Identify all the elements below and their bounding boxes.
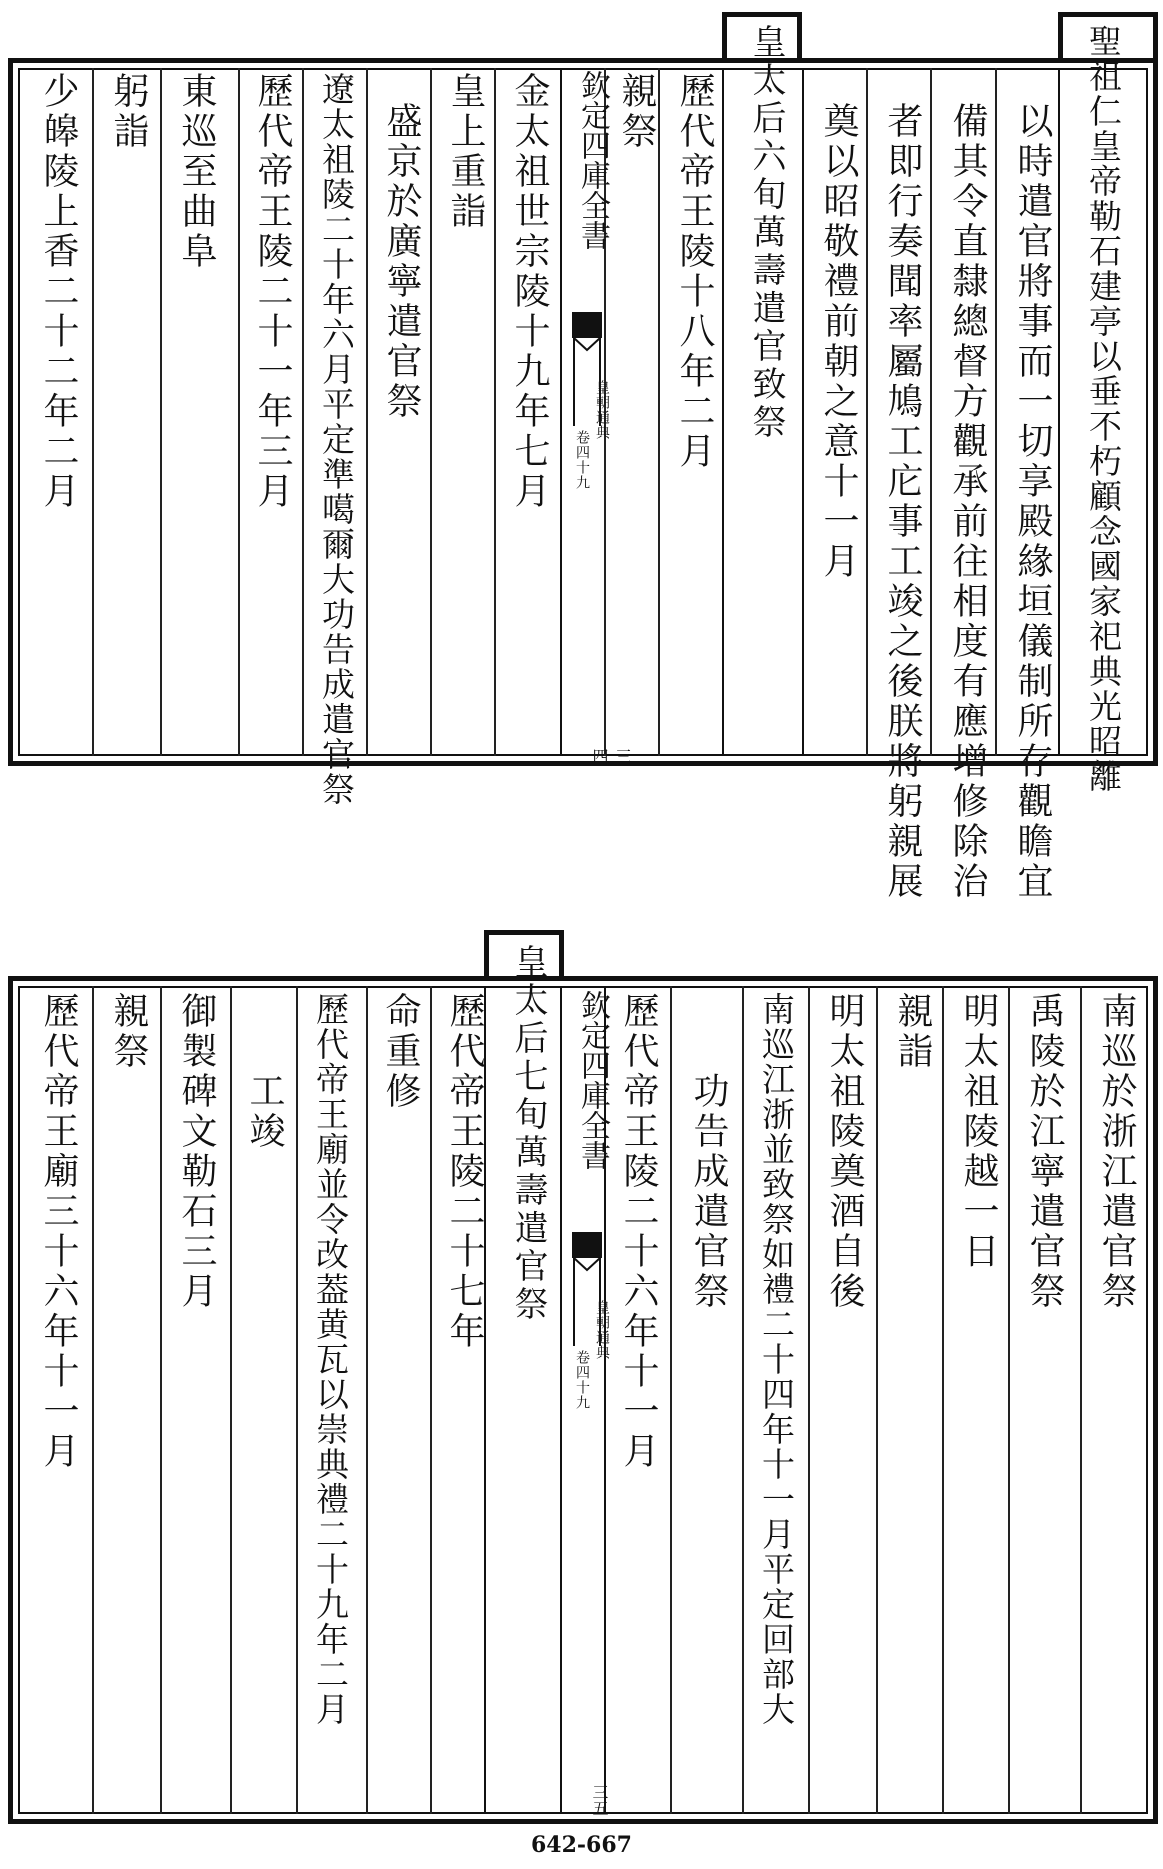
top-tab-right-text: 聖祖仁皇帝勒石建亭以垂不朽顧念國家祀典光昭離	[1084, 24, 1123, 794]
bottom-divider	[1080, 986, 1082, 1814]
bottom-divider	[808, 986, 810, 1814]
top-col-4: 奠以昭敬禮前朝之意十一月	[818, 102, 859, 582]
bottom-col-12: 工竣	[244, 1072, 285, 1152]
top-col-13: 躬詣	[108, 72, 149, 152]
bottom-col-14: 親祭	[108, 992, 149, 1072]
bottom-folio: 三五	[590, 1784, 609, 1816]
bottom-col-8: 歷代帝王陵二十六年十一月	[618, 992, 659, 1472]
bottom-col-13: 御製碑文勒石三月	[176, 992, 217, 1312]
top-col-11: 歷代帝王陵二十一年三月	[252, 72, 293, 512]
bottom-tab-mid-text: 皇太后七旬萬壽遣官祭	[508, 944, 548, 1324]
bottom-divider	[160, 986, 162, 1814]
bottom-divider	[366, 986, 368, 1814]
bottom-divider	[942, 986, 944, 1814]
bottom-col-3: 明太祖陵越一日	[958, 992, 999, 1272]
top-col-6: 親祭	[616, 72, 657, 152]
bottom-col-6: 南巡江浙並致祭如禮二十四年十一月平定回部大	[757, 992, 796, 1727]
bottom-center-sub: 皇朝通典	[594, 1300, 610, 1360]
bottom-fish-tail-mark	[572, 1232, 602, 1258]
bottom-col-5: 明太祖陵奠酒自後	[824, 992, 865, 1312]
bottom-col-10: 命重修	[380, 992, 421, 1112]
bottom-col-11: 歷代帝王廟並令改葢黄瓦以崇典禮二十九年二月	[311, 992, 350, 1727]
bottom-divider	[560, 986, 562, 1814]
bottom-col-4: 親詣	[892, 992, 933, 1072]
bottom-divider	[1008, 986, 1010, 1814]
top-col-7: 金太祖世宗陵十九年七月	[509, 72, 550, 512]
top-folio: 三四	[590, 748, 632, 764]
top-center-title: 欽定四庫全書	[575, 70, 610, 250]
bottom-col-1: 南巡於浙江遣官祭	[1096, 992, 1137, 1312]
bottom-col-9: 歷代帝王陵二十七年	[444, 992, 485, 1352]
top-col-12: 東巡至曲阜	[176, 72, 217, 272]
bottom-divider	[742, 986, 744, 1814]
bottom-divider	[876, 986, 878, 1814]
bottom-divider	[92, 986, 94, 1814]
top-center-sub: 皇朝通典	[594, 380, 610, 440]
top-col-14: 少皞陵上香二十二年二月	[38, 72, 79, 512]
bottom-divider	[296, 986, 298, 1814]
top-col-3: 者即行奏聞率屬鳩工庀事工竣之後朕將躬親展	[882, 102, 923, 902]
bottom-divider	[670, 986, 672, 1814]
bottom-divider	[230, 986, 232, 1814]
top-center-vol: 卷四十九	[574, 430, 590, 490]
top-col-5: 歷代帝王陵十八年二月	[674, 72, 715, 472]
bottom-divider	[430, 986, 432, 1814]
top-col-1: 以時遣官將事而一切享殿緣垣儀制所存觀瞻宜	[1012, 102, 1053, 902]
top-col-10: 遼太祖陵二十年六月平定準噶爾大功告成遣官祭	[317, 72, 356, 807]
top-col-2: 備其令直隸總督方觀承前往相度有應增修除治	[947, 102, 988, 902]
bottom-col-7: 功告成遣官祭	[688, 1072, 729, 1312]
bottom-col-15: 歷代帝王廟三十六年十一月	[38, 992, 79, 1472]
top-col-9: 盛京於廣寧遣官祭	[381, 102, 422, 422]
bottom-center-vol: 卷四十九	[574, 1350, 590, 1410]
bottom-center-title: 欽定四庫全書	[575, 990, 610, 1170]
top-tab-mid-text: 皇太后六旬萬壽遣官致祭	[746, 24, 786, 442]
top-col-8: 皇上重詣	[445, 72, 486, 232]
bottom-col-2: 禹陵於江寧遣官祭	[1024, 992, 1065, 1312]
page-footer-number: 642-667	[531, 1832, 632, 1858]
